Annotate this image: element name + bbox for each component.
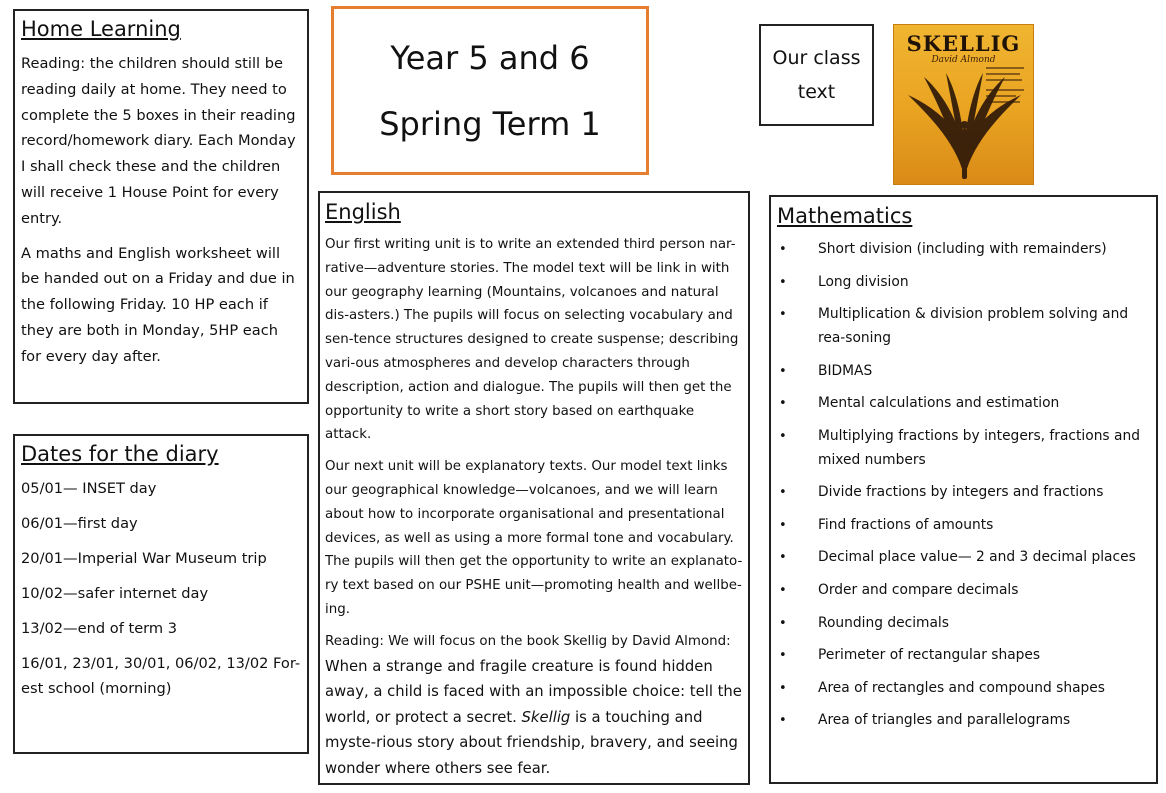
book-cover-title: SKELLIG <box>906 31 1021 56</box>
blurb-book-title: Skellig <box>521 708 571 726</box>
maths-heading: Mathematics <box>777 204 913 228</box>
maths-topic-item: • Area of triangles and parallelograms <box>777 709 1150 733</box>
class-text-label-line1: Our class <box>772 47 861 69</box>
english-panel <box>318 191 750 785</box>
dates-list <box>21 476 301 701</box>
maths-topic-item: • Area of rectangles and compound shapes <box>777 677 1150 701</box>
date-item: 06/01—first day <box>21 515 138 532</box>
date-item: 16/01, 23/01, 30/01, 06/02, 13/02 For-est school (morning) <box>21 655 301 697</box>
maths-topic-item: • Short division (including with remainders) <box>777 238 1150 262</box>
maths-topic-item: • Mental calculations and estimation <box>777 392 1150 416</box>
term-title-box <box>331 6 649 175</box>
maths-topic-item: • Long division <box>777 271 1150 295</box>
english-heading: English <box>325 200 401 224</box>
maths-topic-item: • Order and compare decimals <box>777 579 1150 603</box>
year-title: Year 5 and 6 <box>390 38 590 77</box>
maths-topic-item: • Find fractions of amounts <box>777 514 1150 538</box>
dates-heading: Dates for the diary <box>21 442 219 466</box>
home-learning-worksheet-paragraph: A maths and English worksheet will be handed out on a Friday and due in the following Friday. 10 HP each if they are both in Monday, 5HP each for every day after. <box>21 244 295 365</box>
blurb-text-start: When a strange and fragile creature is found hidden away, a child is faced with an impossible choice: tell the world, or protect a secret. <box>325 657 742 726</box>
english-first-unit-paragraph: Our first writing unit is to write an extended third person nar-rative—adventure stories. The model text will be link in with our geography learning (Mountains, volcanoes and natural dis-asters.) The pupils will focus on selecting vocabulary and sen-tence structures designed to create suspense; describing vari-ous atmospheres and develop characters through description, action and dialogue. The pupils will then get the opportunity to write a short story based on earthquake attack. <box>325 237 739 443</box>
date-item: 10/02—safer internet day <box>21 585 209 602</box>
dates-panel <box>13 434 309 754</box>
blurb-text-end: is a touching and myste-rious story about friendship, bravery, and seeing wonder where others see fear. <box>325 708 738 777</box>
maths-topic-item: • Perimeter of rectangular shapes <box>777 644 1150 668</box>
home-learning-reading-paragraph: Reading: the children should still be reading daily at home. They need to complete the 5 boxes in their reading record/homework diary. Each Monday I shall check these and the children will receive 1 House Point for every entry. <box>21 55 296 227</box>
term-title: Spring Term 1 <box>379 104 601 143</box>
date-item: 13/02—end of term 3 <box>21 620 178 637</box>
maths-topic-item: • Multiplying fractions by integers, fractions and mixed numbers <box>777 425 1150 473</box>
english-reading-intro: Reading: We will focus on the book Skellig by David Almond: <box>325 633 731 649</box>
date-item: 20/01—Imperial War Museum trip <box>21 550 267 567</box>
maths-topic-item: • Divide fractions by integers and fractions <box>777 481 1150 505</box>
maths-topic-item: • Rounding decimals <box>777 612 1150 636</box>
home-learning-heading: Home Learning <box>21 17 181 41</box>
english-reading-blurb <box>325 654 743 782</box>
maths-topic-list <box>777 238 1150 733</box>
date-item: 05/01— INSET day <box>21 480 157 497</box>
maths-panel <box>769 195 1158 784</box>
book-cover-author: David Almond <box>931 55 996 65</box>
maths-topic-item: • BIDMAS <box>777 360 1150 384</box>
skellig-book-cover <box>893 24 1034 185</box>
maths-topic-item: • Multiplication & division problem solving and rea-soning <box>777 303 1150 351</box>
home-learning-panel <box>13 9 309 404</box>
english-next-unit-paragraph: Our next unit will be explanatory texts. Our model text links our geographical knowledge—volcanoes, and we will learn about how to incorporate organisational and presentational devices, as well as using a more formal tone and vocabulary. The pupils will then get the opportunity to write an explanato-ry text based on our PSHE unit—promoting health and wellbe-ing. <box>325 459 743 617</box>
class-text-label-box <box>759 24 874 126</box>
class-text-label-line2: text <box>797 81 836 103</box>
maths-topic-item: • Decimal place value— 2 and 3 decimal places <box>777 546 1150 570</box>
